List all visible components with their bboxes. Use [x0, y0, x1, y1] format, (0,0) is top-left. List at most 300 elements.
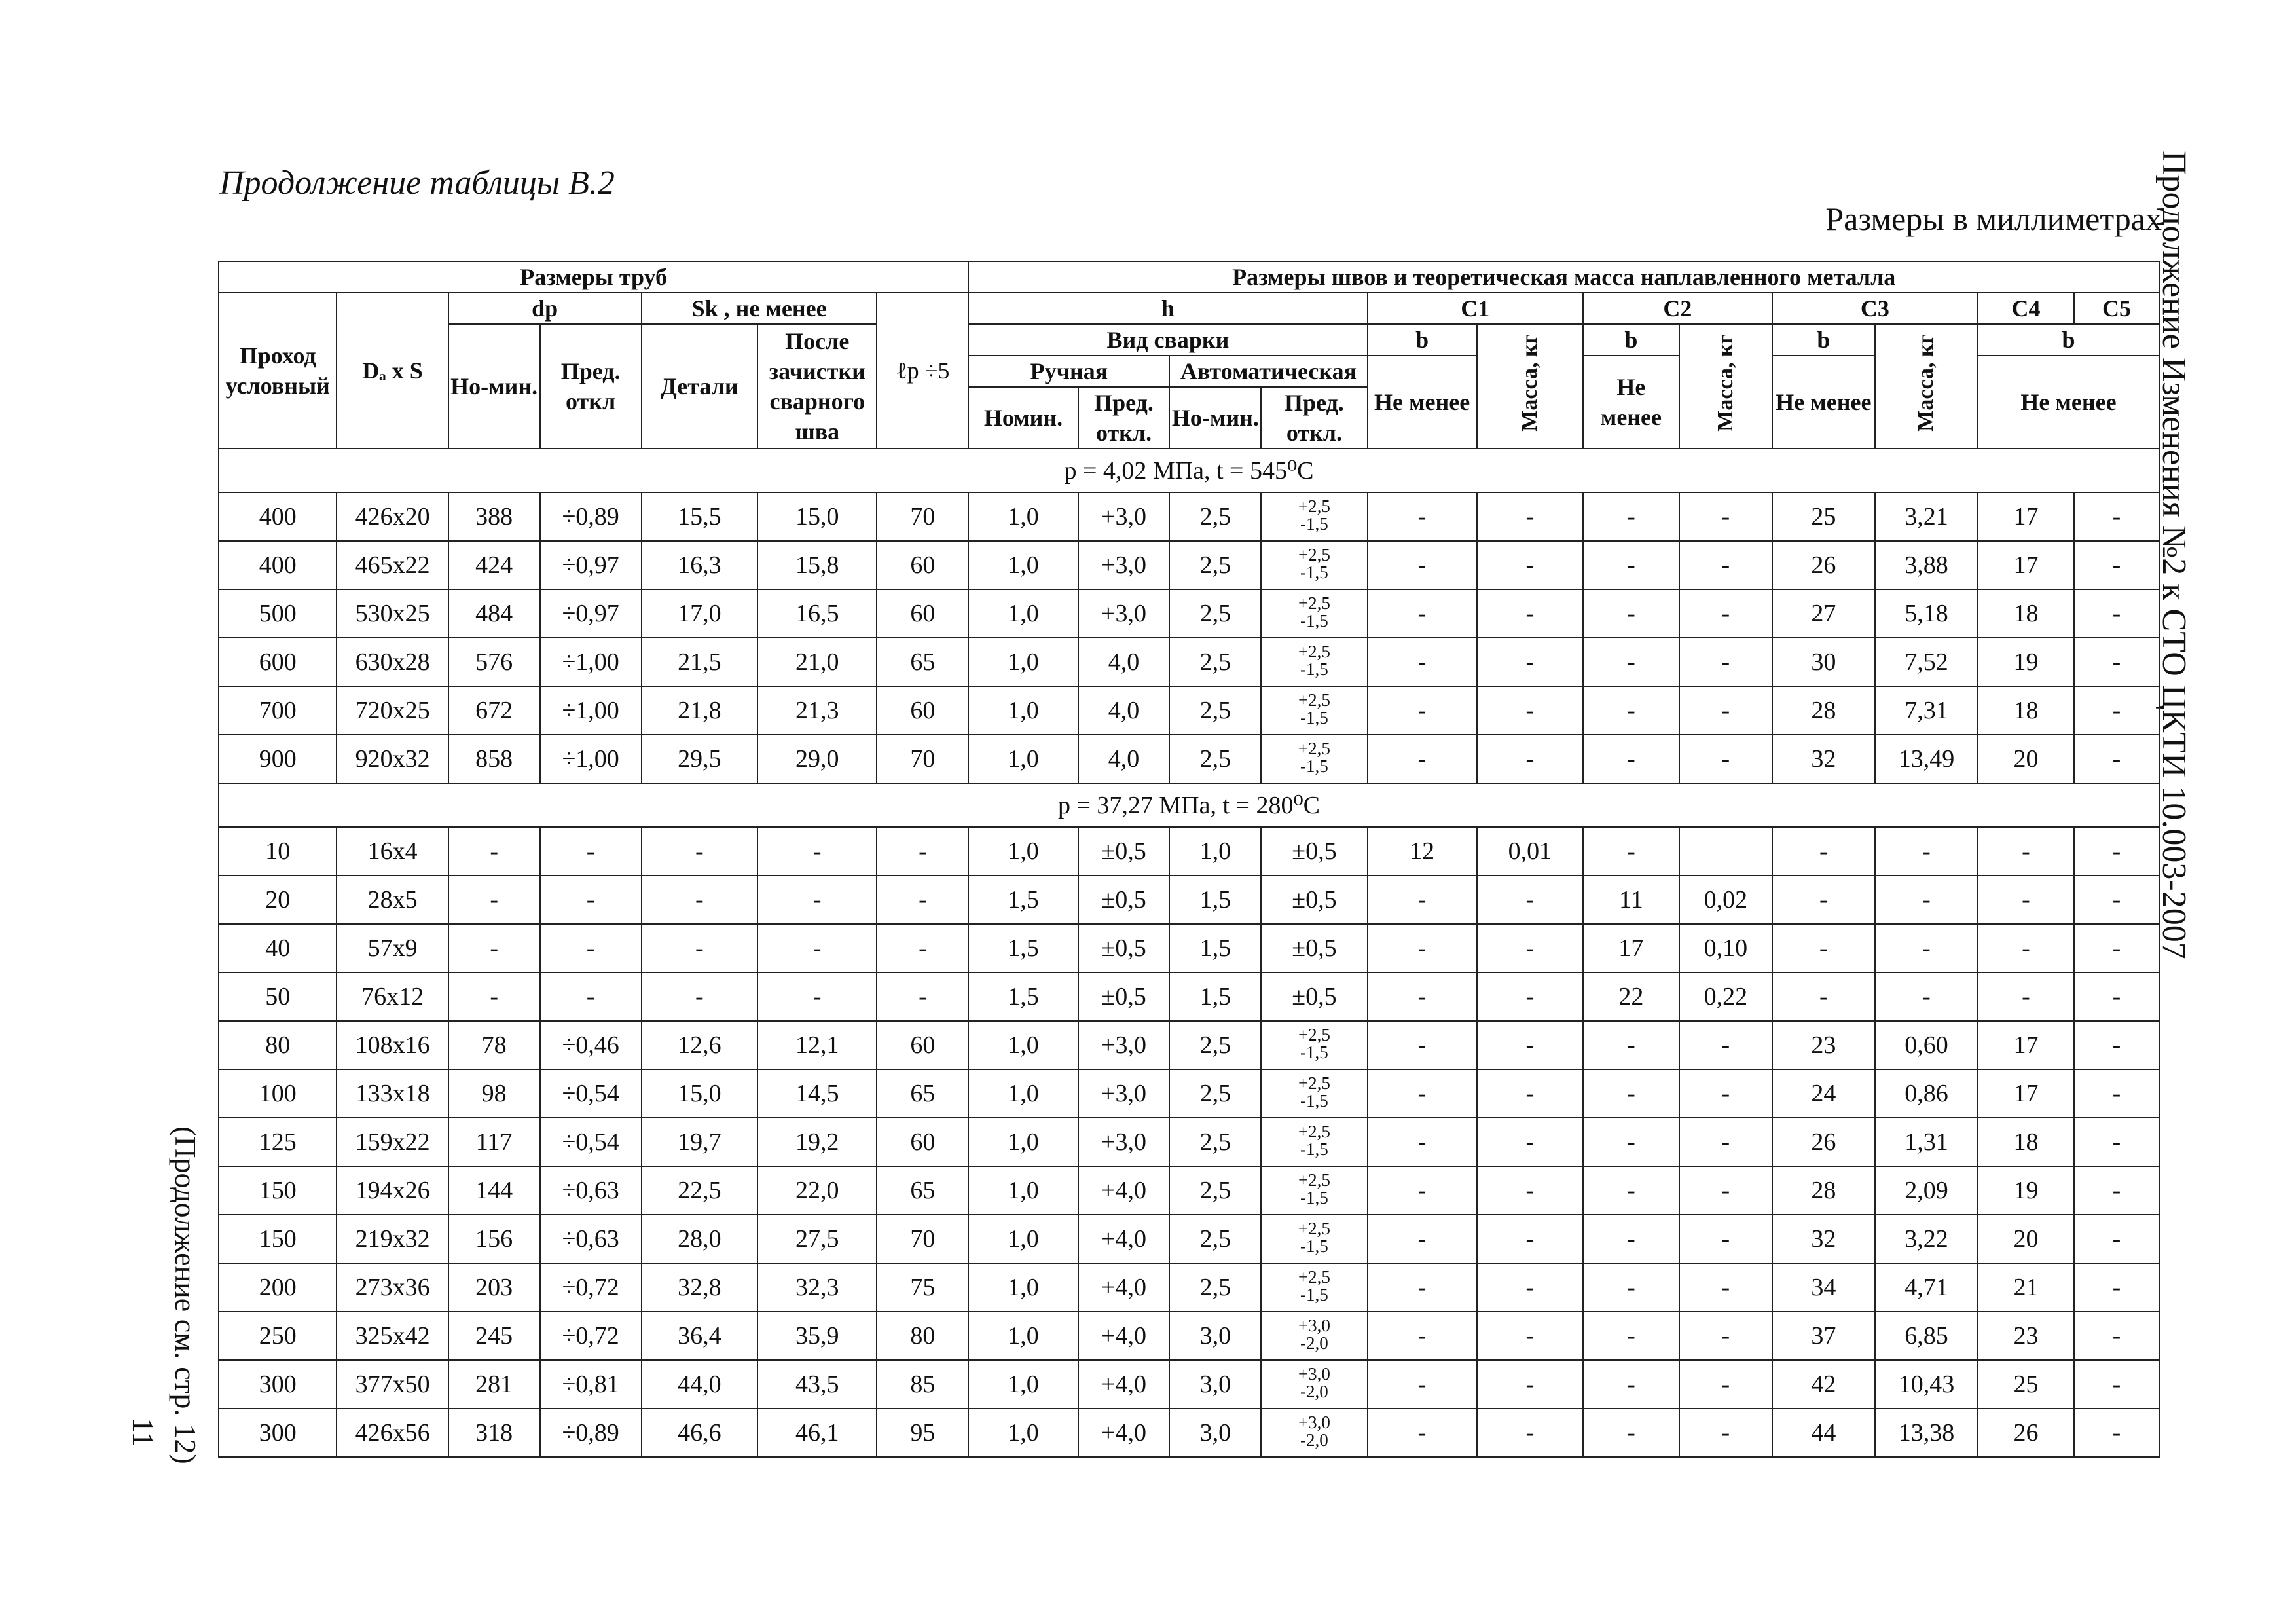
- header-weld-dims: Размеры швов и теоретическая масса наплавленного металла: [968, 261, 2159, 293]
- table-cell: ±0,5: [1078, 924, 1170, 972]
- table-cell: 600: [219, 638, 337, 686]
- table-cell: -: [540, 972, 642, 1021]
- table-cell: 920x32: [337, 735, 448, 783]
- table-cell: -: [1368, 1021, 1477, 1069]
- table-cell: 65: [877, 1069, 968, 1118]
- table-cell: -: [2074, 1118, 2159, 1166]
- table-row: [219, 1409, 2159, 1457]
- table-cell: 377x50: [337, 1360, 448, 1409]
- table-cell: -: [1368, 686, 1477, 735]
- table-cell: -: [1978, 972, 2074, 1021]
- table-cell: 1,0: [1169, 827, 1261, 876]
- table-cell: -: [1679, 638, 1772, 686]
- table-cell: [1261, 1409, 1367, 1457]
- table-cell: ±0,5: [1261, 924, 1367, 972]
- table-cell: 125: [219, 1118, 337, 1166]
- table-cell: 12,6: [642, 1021, 757, 1069]
- table-row: [219, 589, 2159, 638]
- table-row: [219, 876, 2159, 924]
- section-row: [219, 783, 2159, 827]
- table-cell: 42: [1772, 1360, 1875, 1409]
- table-cell: 300: [219, 1409, 337, 1457]
- table-caption: Продолжение таблицы В.2: [219, 164, 615, 202]
- table-cell: -: [1679, 1021, 1772, 1069]
- table-cell: 70: [877, 1215, 968, 1263]
- table-cell: -: [2074, 1360, 2159, 1409]
- section-label: р = 4,02 МПа, t = 545⁰С: [219, 449, 2159, 492]
- tolerance-value: +2,5: [1298, 690, 1330, 710]
- table-cell: -: [757, 972, 877, 1021]
- side-title-text: Продолжение Изменения №2 к СТО ЦКТИ 10.003-2007: [2155, 151, 2193, 959]
- table-cell: ±0,5: [1261, 972, 1367, 1021]
- table-cell: [1261, 1021, 1367, 1069]
- table-cell: -: [1368, 1069, 1477, 1118]
- table-cell: 21,8: [642, 686, 757, 735]
- table-cell: 2,5: [1169, 735, 1261, 783]
- table-cell: 1,0: [968, 1360, 1078, 1409]
- table-cell: 17: [1978, 492, 2074, 541]
- header-da-x-s: Dₐ x S: [337, 293, 448, 449]
- table-cell: 0,86: [1875, 1069, 1978, 1118]
- table-cell: 219x32: [337, 1215, 448, 1263]
- table-cell: 1,0: [968, 541, 1078, 589]
- table-cell: -: [877, 876, 968, 924]
- table-cell: 250: [219, 1312, 337, 1360]
- table-cell: 1,0: [968, 1069, 1078, 1118]
- table-cell: -: [642, 972, 757, 1021]
- table-cell: 400: [219, 492, 337, 541]
- table-cell: 28,0: [642, 1215, 757, 1263]
- header-manual: Ручная: [968, 356, 1169, 387]
- table-cell: [1261, 638, 1367, 686]
- table-cell: -: [1679, 735, 1772, 783]
- table-cell: -: [1583, 1215, 1679, 1263]
- table-cell: -: [1583, 1263, 1679, 1312]
- table-cell: +3,0: [1078, 492, 1170, 541]
- table-cell: -: [2074, 972, 2159, 1021]
- table-cell: 0,22: [1679, 972, 1772, 1021]
- table-cell: -: [1477, 1312, 1583, 1360]
- table-cell: 12: [1368, 827, 1477, 876]
- table-cell: -: [1772, 876, 1875, 924]
- table-cell: [1261, 1312, 1367, 1360]
- table-cell: 16,3: [642, 541, 757, 589]
- table-cell: ±0,5: [1261, 827, 1367, 876]
- tolerance-pair: [1298, 1414, 1330, 1449]
- table-cell: 57x9: [337, 924, 448, 972]
- table-cell: 1,31: [1875, 1118, 1978, 1166]
- table-cell: -: [540, 827, 642, 876]
- table-cell: -: [877, 924, 968, 972]
- table-cell: [1261, 1069, 1367, 1118]
- table-cell: -: [2074, 541, 2159, 589]
- table-cell: 1,5: [1169, 972, 1261, 1021]
- table-cell: -: [1477, 638, 1583, 686]
- table-cell: -: [877, 972, 968, 1021]
- tolerance-value: +3,0: [1298, 1363, 1330, 1384]
- table-cell: 388: [448, 492, 540, 541]
- table-cell: 98: [448, 1069, 540, 1118]
- table-cell: -: [757, 876, 877, 924]
- table-cell: -: [1772, 924, 1875, 972]
- tolerance-pair: [1298, 1075, 1330, 1110]
- table-cell: -: [1368, 1263, 1477, 1312]
- table-cell: ÷0,54: [540, 1118, 642, 1166]
- table-cell: 245: [448, 1312, 540, 1360]
- header-pipe-dims: Размеры труб: [219, 261, 968, 293]
- table-cell: 14,5: [757, 1069, 877, 1118]
- table-cell: +3,0: [1078, 1118, 1170, 1166]
- c3-mass-label: Масса, кг: [1914, 334, 1939, 432]
- tolerance-pair: [1298, 740, 1330, 775]
- table-cell: 2,5: [1169, 589, 1261, 638]
- header-sk-details: Детали: [642, 324, 757, 449]
- table-cell: 530x25: [337, 589, 448, 638]
- table-cell: 26: [1772, 541, 1875, 589]
- table-cell: [1261, 1263, 1367, 1312]
- table-cell: ÷0,97: [540, 589, 642, 638]
- table-cell: -: [2074, 1215, 2159, 1263]
- table-cell: 80: [877, 1312, 968, 1360]
- table-cell: 76x12: [337, 972, 448, 1021]
- table-cell: -: [1477, 1263, 1583, 1312]
- tolerance-pair: [1298, 692, 1330, 727]
- table-cell: -: [1875, 827, 1978, 876]
- table-body: [219, 449, 2159, 1457]
- table-cell: 22,0: [757, 1166, 877, 1215]
- table-cell: 70: [877, 735, 968, 783]
- table-cell: 0,60: [1875, 1021, 1978, 1069]
- table-cell: -: [1477, 924, 1583, 972]
- table-cell: -: [1679, 541, 1772, 589]
- table-cell: 300: [219, 1360, 337, 1409]
- tolerance-value: +2,5: [1298, 1121, 1330, 1141]
- table-cell: -: [877, 827, 968, 876]
- table-cell: -: [1477, 541, 1583, 589]
- table-cell: 30: [1772, 638, 1875, 686]
- header-c1-b: b: [1368, 324, 1477, 356]
- table-cell: 15,8: [757, 541, 877, 589]
- table-row: [219, 972, 2159, 1021]
- table-cell: -: [1477, 876, 1583, 924]
- tolerance-value: +2,5: [1298, 1024, 1330, 1044]
- table-cell: 26: [1978, 1409, 2074, 1457]
- section-label: р = 37,27 МПа, t = 280⁰С: [219, 783, 2159, 827]
- table-cell: -: [1583, 735, 1679, 783]
- table-cell: 1,0: [968, 1263, 1078, 1312]
- header-manual-tolerance: Пред. откл.: [1078, 387, 1170, 449]
- table-cell: 35,9: [757, 1312, 877, 1360]
- table-cell: ÷0,63: [540, 1166, 642, 1215]
- table-cell: +3,0: [1078, 1021, 1170, 1069]
- table-cell: 46,6: [642, 1409, 757, 1457]
- table-cell: 6,85: [1875, 1312, 1978, 1360]
- table-cell: -: [1679, 492, 1772, 541]
- header-c4: C4: [1978, 293, 2074, 324]
- table-cell: -: [540, 924, 642, 972]
- table-cell: -: [1583, 827, 1679, 876]
- table-cell: 21,0: [757, 638, 877, 686]
- table-cell: 156: [448, 1215, 540, 1263]
- table-cell: -: [2074, 1312, 2159, 1360]
- tolerance-value: -1,5: [1300, 659, 1328, 679]
- tolerance-value: -1,5: [1300, 1187, 1328, 1208]
- table-cell: 13,49: [1875, 735, 1978, 783]
- table-cell: 108x16: [337, 1021, 448, 1069]
- table-cell: ÷0,89: [540, 1409, 642, 1457]
- table-cell: 2,5: [1169, 1215, 1261, 1263]
- dimensions-table: [218, 261, 2160, 1458]
- table-cell: -: [448, 876, 540, 924]
- header-c1-not-less: Не менее: [1368, 356, 1477, 449]
- tolerance-value: -2,0: [1300, 1381, 1328, 1401]
- table-cell: [1679, 827, 1772, 876]
- table-cell: 32,3: [757, 1263, 877, 1312]
- table-cell: ÷0,81: [540, 1360, 642, 1409]
- table-cell: 1,0: [968, 589, 1078, 638]
- tolerance-value: -1,5: [1300, 707, 1328, 728]
- section-row: [219, 449, 2159, 492]
- table-cell: -: [1679, 1409, 1772, 1457]
- table-cell: 630x28: [337, 638, 448, 686]
- table-cell: -: [1583, 1360, 1679, 1409]
- table-cell: -: [1477, 1360, 1583, 1409]
- tolerance-pair: [1298, 546, 1330, 581]
- table-cell: 11: [1583, 876, 1679, 924]
- table-cell: 3,88: [1875, 541, 1978, 589]
- table-cell: 18: [1978, 589, 2074, 638]
- continued-note: (Продолжение см. стр. 12): [169, 1126, 202, 1464]
- table-cell: 1,0: [968, 1215, 1078, 1263]
- table-cell: 22,5: [642, 1166, 757, 1215]
- table-row: [219, 1215, 2159, 1263]
- table-cell: +4,0: [1078, 1215, 1170, 1263]
- table-cell: ÷0,63: [540, 1215, 642, 1263]
- table-cell: 10,43: [1875, 1360, 1978, 1409]
- table-cell: 44: [1772, 1409, 1875, 1457]
- tolerance-value: -1,5: [1300, 1090, 1328, 1111]
- table-cell: 0,10: [1679, 924, 1772, 972]
- table-cell: ÷1,00: [540, 735, 642, 783]
- table-cell: 1,0: [968, 1166, 1078, 1215]
- table-cell: -: [1875, 924, 1978, 972]
- table-cell: 40: [219, 924, 337, 972]
- header-manual-nominal: Номин.: [968, 387, 1078, 449]
- table-cell: -: [1477, 1069, 1583, 1118]
- table-cell: 133x18: [337, 1069, 448, 1118]
- header-c2: C2: [1583, 293, 1772, 324]
- table-cell: 4,0: [1078, 686, 1170, 735]
- header-c2-b: b: [1583, 324, 1679, 356]
- table-cell: ÷1,00: [540, 638, 642, 686]
- table-cell: 34: [1772, 1263, 1875, 1312]
- table-row: [219, 638, 2159, 686]
- table-cell: -: [448, 924, 540, 972]
- table-cell: 2,5: [1169, 638, 1261, 686]
- header-sk-after-cleaning: После зачистки сварного шва: [757, 324, 877, 449]
- header-weld-type: Вид сварки: [968, 324, 1367, 356]
- table-cell: 21: [1978, 1263, 2074, 1312]
- table-cell: 10: [219, 827, 337, 876]
- table-cell: 22: [1583, 972, 1679, 1021]
- table-cell: 60: [877, 589, 968, 638]
- header-c4c5-not-less: Не менее: [1978, 356, 2159, 449]
- table-row: [219, 1021, 2159, 1069]
- table-cell: 23: [1772, 1021, 1875, 1069]
- header-auto-tolerance: Пред. откл.: [1261, 387, 1367, 449]
- table-cell: -: [1583, 1118, 1679, 1166]
- table-cell: 85: [877, 1360, 968, 1409]
- tolerance-value: -1,5: [1300, 1284, 1328, 1304]
- table-cell: 900: [219, 735, 337, 783]
- header-c4c5-b: b: [1978, 324, 2159, 356]
- table-cell: 13,38: [1875, 1409, 1978, 1457]
- table-row: [219, 1263, 2159, 1312]
- tolerance-value: -1,5: [1300, 513, 1328, 534]
- table-cell: 2,09: [1875, 1166, 1978, 1215]
- tolerance-value: +2,5: [1298, 1073, 1330, 1093]
- table-row: [219, 1069, 2159, 1118]
- table-cell: -: [2074, 686, 2159, 735]
- table-cell: -: [2074, 1263, 2159, 1312]
- table-cell: -: [1368, 1215, 1477, 1263]
- table-cell: ±0,5: [1078, 876, 1170, 924]
- table-cell: 150: [219, 1215, 337, 1263]
- table-cell: -: [1679, 1118, 1772, 1166]
- tolerance-value: +3,0: [1298, 1315, 1330, 1335]
- table-cell: -: [1583, 1021, 1679, 1069]
- table-cell: 16,5: [757, 589, 877, 638]
- table-cell: 19,2: [757, 1118, 877, 1166]
- table-cell: 32: [1772, 1215, 1875, 1263]
- table-cell: -: [1368, 972, 1477, 1021]
- table-cell: -: [1583, 1069, 1679, 1118]
- table-cell: +4,0: [1078, 1263, 1170, 1312]
- table-cell: 20: [219, 876, 337, 924]
- table-cell: 29,0: [757, 735, 877, 783]
- table-cell: -: [2074, 924, 2159, 972]
- table-cell: 150: [219, 1166, 337, 1215]
- header-lp: ℓp ÷5: [877, 293, 968, 449]
- table-cell: -: [2074, 1021, 2159, 1069]
- table-cell: 20: [1978, 1215, 2074, 1263]
- table-cell: 43,5: [757, 1360, 877, 1409]
- header-sk: Sk , не менее: [642, 293, 877, 324]
- table-cell: 5,18: [1875, 589, 1978, 638]
- header-c3-b: b: [1772, 324, 1875, 356]
- table-cell: 1,5: [1169, 876, 1261, 924]
- table-cell: 194x26: [337, 1166, 448, 1215]
- tolerance-value: -1,5: [1300, 1042, 1328, 1062]
- table-cell: -: [540, 876, 642, 924]
- table-cell: 60: [877, 541, 968, 589]
- table-row: [219, 1360, 2159, 1409]
- table-cell: 2,5: [1169, 686, 1261, 735]
- tolerance-value: +2,5: [1298, 1266, 1330, 1287]
- table-cell: +3,0: [1078, 541, 1170, 589]
- table-cell: 484: [448, 589, 540, 638]
- tolerance-value: +3,0: [1298, 1412, 1330, 1432]
- table-cell: 44,0: [642, 1360, 757, 1409]
- table-cell: -: [1477, 686, 1583, 735]
- table-cell: ÷0,54: [540, 1069, 642, 1118]
- table-row: [219, 924, 2159, 972]
- tolerance-pair: [1298, 1317, 1330, 1352]
- table-cell: 60: [877, 1021, 968, 1069]
- table-cell: 65: [877, 638, 968, 686]
- table-cell: -: [1679, 1263, 1772, 1312]
- table-cell: ÷0,97: [540, 541, 642, 589]
- table-cell: -: [1772, 972, 1875, 1021]
- table-cell: 1,5: [1169, 924, 1261, 972]
- table-cell: 17,0: [642, 589, 757, 638]
- c1-mass-label: Масса, кг: [1517, 334, 1542, 432]
- table-cell: 65: [877, 1166, 968, 1215]
- table-cell: 18: [1978, 686, 2074, 735]
- table-cell: 19,7: [642, 1118, 757, 1166]
- table-cell: +4,0: [1078, 1409, 1170, 1457]
- table-cell: 159x22: [337, 1118, 448, 1166]
- table-cell: 46,1: [757, 1409, 877, 1457]
- header-c3: C3: [1772, 293, 1978, 324]
- table-cell: 18: [1978, 1118, 2074, 1166]
- table-cell: 117: [448, 1118, 540, 1166]
- tolerance-value: -1,5: [1300, 1236, 1328, 1256]
- table-cell: -: [1583, 686, 1679, 735]
- table-cell: +4,0: [1078, 1312, 1170, 1360]
- table-cell: 3,0: [1169, 1312, 1261, 1360]
- tolerance-value: -1,5: [1300, 562, 1328, 582]
- tolerance-pair: [1298, 1220, 1330, 1255]
- table-cell: 28: [1772, 1166, 1875, 1215]
- table-cell: -: [1772, 827, 1875, 876]
- tolerance-value: -1,5: [1300, 1139, 1328, 1159]
- table-cell: 273x36: [337, 1263, 448, 1312]
- table-cell: -: [1368, 1409, 1477, 1457]
- units-note: Размеры в миллиметрах: [1825, 200, 2162, 237]
- table-cell: 100: [219, 1069, 337, 1118]
- header-c1-mass: [1477, 324, 1583, 449]
- table-cell: 2,5: [1169, 1263, 1261, 1312]
- tolerance-value: +2,5: [1298, 496, 1330, 516]
- header-auto: Автоматическая: [1169, 356, 1367, 387]
- table-cell: 465x22: [337, 541, 448, 589]
- table-cell: 23: [1978, 1312, 2074, 1360]
- table-cell: 4,71: [1875, 1263, 1978, 1312]
- header-nominal-bore: Проход условный: [219, 293, 337, 449]
- table-cell: -: [1679, 589, 1772, 638]
- table-cell: ÷1,00: [540, 686, 642, 735]
- table-cell: 200: [219, 1263, 337, 1312]
- header-c3-mass: [1875, 324, 1978, 449]
- table-cell: -: [2074, 1409, 2159, 1457]
- table-cell: 3,22: [1875, 1215, 1978, 1263]
- tolerance-value: +2,5: [1298, 641, 1330, 661]
- table-cell: 1,0: [968, 827, 1078, 876]
- table-cell: 24: [1772, 1069, 1875, 1118]
- table-cell: -: [448, 972, 540, 1021]
- tolerance-value: -2,0: [1300, 1430, 1328, 1450]
- tolerance-pair: [1298, 595, 1330, 630]
- header-dp: dp: [448, 293, 642, 324]
- table-cell: 2,5: [1169, 541, 1261, 589]
- table-cell: -: [2074, 1069, 2159, 1118]
- table-cell: -: [1679, 1312, 1772, 1360]
- table-cell: 0,01: [1477, 827, 1583, 876]
- tolerance-pair: [1298, 1268, 1330, 1304]
- table-cell: 95: [877, 1409, 968, 1457]
- table-row: [219, 1118, 2159, 1166]
